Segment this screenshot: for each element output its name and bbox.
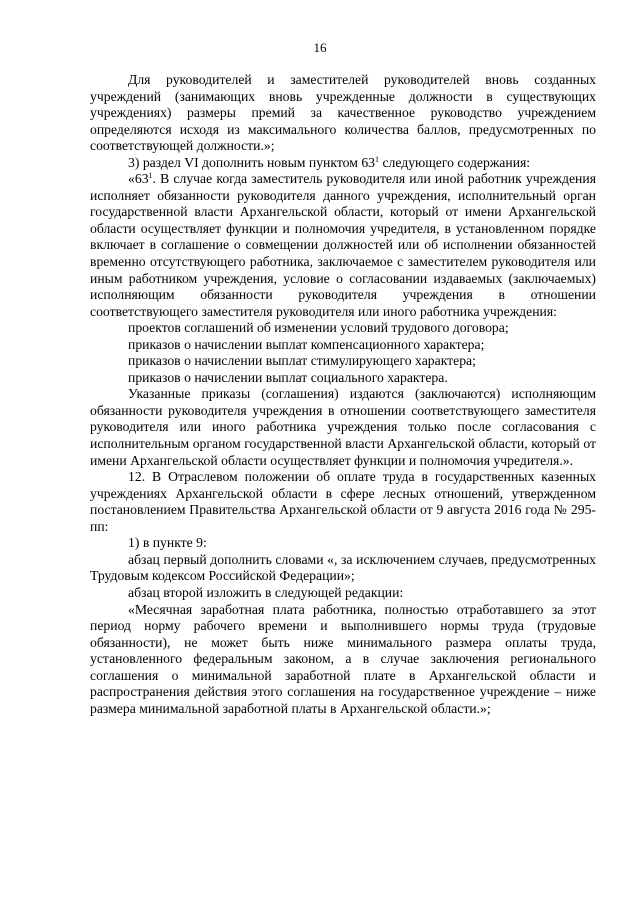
paragraph-text: 3) раздел VI дополнить новым пунктом 63 (128, 154, 376, 170)
paragraph-text: «63 (128, 171, 149, 187)
paragraph-monthly-salary: «Месячная заработная плата работника, полностью отработавшего за этот период норму рабочего времени и выполнившего нормы труда (трудовые обязанности), не может быть ниже минимального размера оплаты труда, установленного федеральным законом, а в случае заключения регионального соглашения о минимальной заработной плате в Архангельской области и распространения действия этого соглашения на государственное учреждение – ниже размера минимальной заработной платы в Архангельской области.»; (90, 601, 596, 716)
list-item: приказов о начислении выплат стимулирующего характера; (128, 353, 476, 369)
paragraph-first-abzac: абзац первый дополнить словами «, за исключением случаев, предусмотренных Трудовым кодексом Российской Федерации»; (90, 551, 596, 584)
paragraph-item-12: 12. В Отраслевом положении об оплате труда в государственных казенных учреждениях Архангельской области в сфере лесных отношений, утвержденном постановлением Правительства Архангельской области от 9 августа 2016 года № 295-пп: (90, 469, 596, 534)
list-item: проектов соглашений об изменении условий трудового договора; (128, 320, 509, 336)
paragraph-text: следующего содержания: (379, 154, 531, 170)
superscript: 1 (375, 154, 380, 164)
superscript: 1 (148, 171, 153, 181)
paragraph-subitem-1: 1) в пункте 9: (128, 535, 207, 551)
paragraph-premium-rule: Для руководителей и заместителей руководителей вновь созданных учреждений (занимающих вновь учрежденные должности в существующих учреждениях) размеры премий за качественное руководство учреждением определяются исходя из максимального количества баллов, предусмотренных по соответствующей должности.»; (90, 72, 596, 154)
list-item: приказов о начислении выплат компенсационного характера; (128, 336, 485, 352)
list-item: приказов о начислении выплат социального характера. (128, 369, 448, 385)
paragraph-orders-issued: Указанные приказы (соглашения) издаются (заключаются) исполняющим обязанности руководителя учреждения в отношении соответствующего заместителя руководителя или иного работника учреждения только после согласования с исполнительным органом государственной власти Архангельской области, который от имени Архангельской области осуществляет функции и полномочия учредителя.». (90, 386, 596, 468)
paragraph-second-abzac: абзац второй изложить в следующей редакции: (128, 584, 404, 600)
paragraph-text: . В случае когда заместитель руководителя или иной работник учреждения исполняет обязанности руководителя данного учреждения, исполнительный орган государственной власти Архангельской области, который от имени Архангельской области осуществляет функции и полномочия учредителя, в установленном порядке включает в соглашение о совмещении должностей или об исполнении обязанностей временно отсутствующего работника, заключаемое с заместителем руководителя или иным работником учреждения, условие о согласовании издаваемых (заключаемых) исполняющим обязанности руководителя учреждения в отношении соответствующего заместителя руководителя или иного работника учреждения: (90, 171, 596, 319)
document-body (90, 72, 596, 717)
paragraph-point-63-1 (90, 171, 596, 320)
page-number: 16 (313, 40, 327, 55)
paragraph-item-3 (90, 155, 596, 172)
